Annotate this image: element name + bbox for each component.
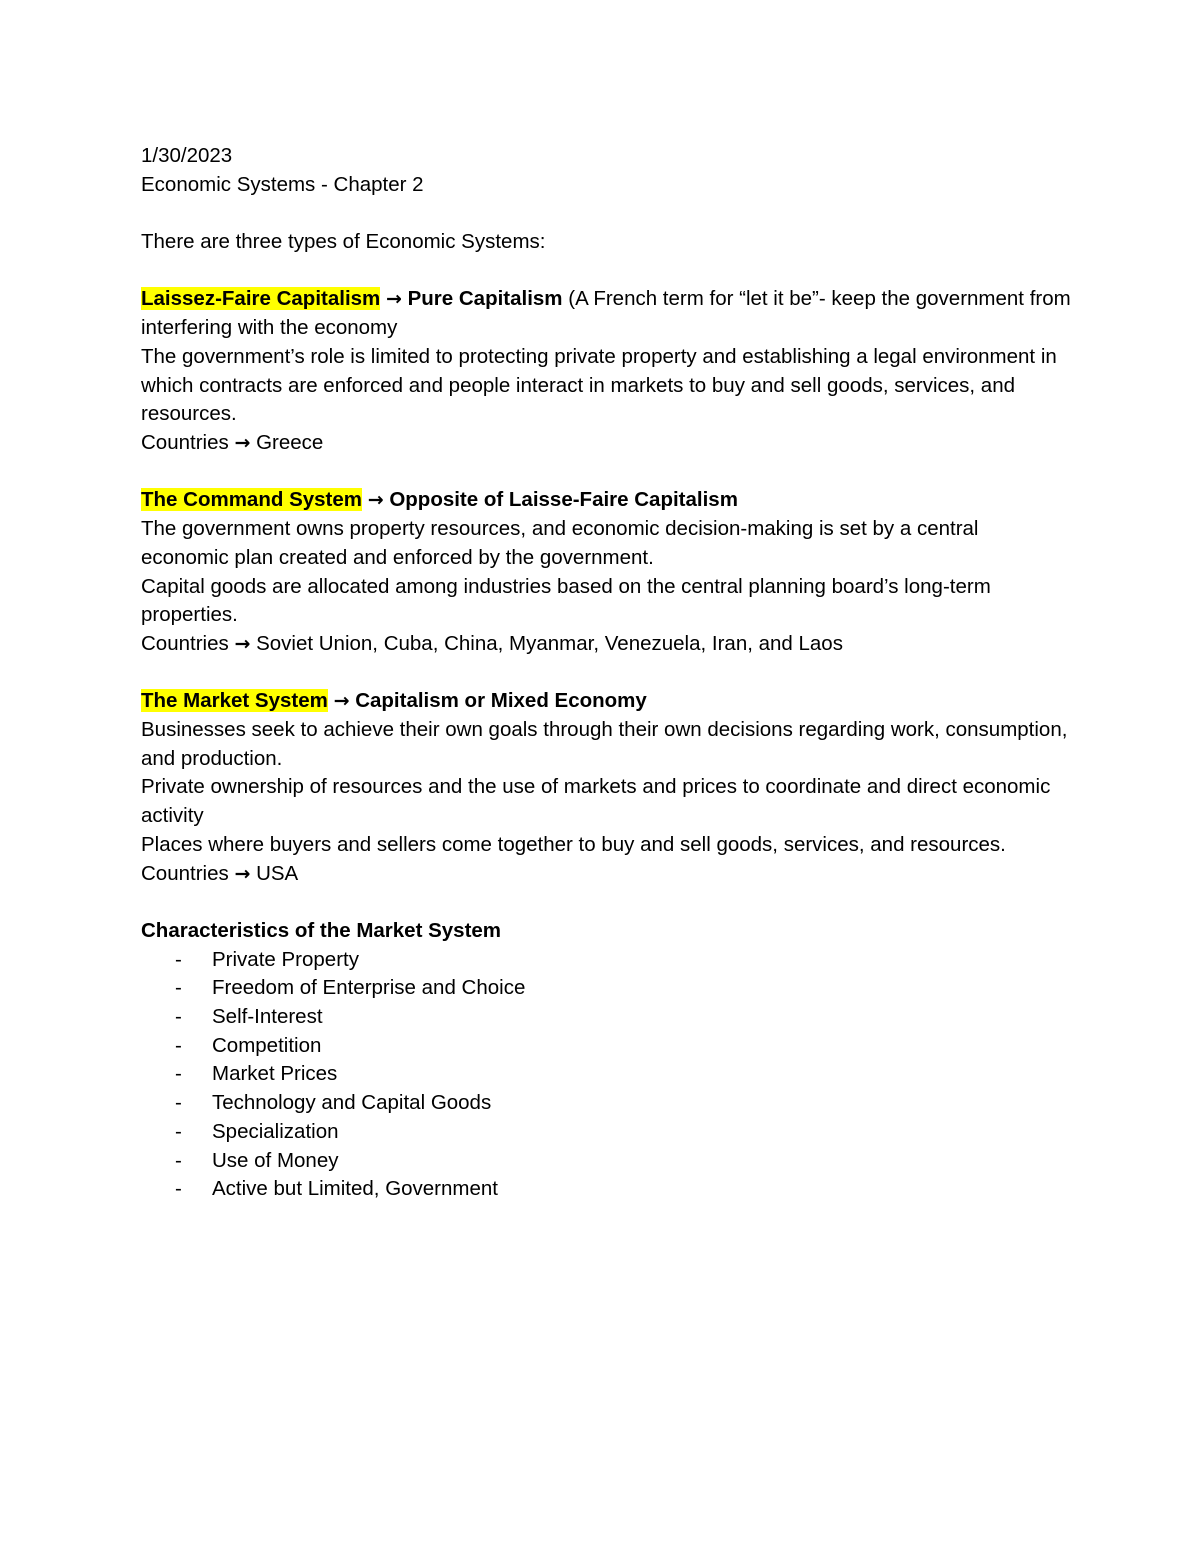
list-item [141, 1089, 1071, 1118]
list-item-label: Competition [212, 1033, 322, 1057]
arrow-icon: → [385, 288, 402, 311]
bullet-dash: - [175, 1033, 182, 1057]
section-laissez-faire [141, 285, 1071, 457]
bullet-dash: - [175, 1062, 182, 1086]
list-item-label: Self-Interest [212, 1005, 323, 1029]
countries-label: Countries [141, 861, 229, 885]
spacer [141, 199, 1071, 228]
countries-label: Countries [141, 431, 229, 454]
list-item-label: Use of Money [212, 1148, 339, 1172]
list-item [141, 974, 1071, 1003]
section-heading-line [141, 687, 1071, 716]
section-heading: The Command System [141, 488, 362, 512]
countries-line [141, 630, 1071, 659]
countries-value: Greece [256, 431, 324, 454]
bullet-dash: - [175, 1119, 182, 1143]
section-paragraph: Private ownership of resources and the use of markets and prices to coordinate and direct economic activity [141, 775, 1051, 828]
date-line: 1/30/2023 [141, 144, 233, 167]
countries-value: Soviet Union, Cuba, China, Myanmar, Venezuela, Iran, and Laos [256, 631, 843, 655]
list-item [141, 1003, 1071, 1032]
bullet-dash: - [175, 947, 182, 971]
spacer [141, 888, 1071, 917]
section-paragraph: Places where buyers and sellers come together to buy and sell goods, services, and resources. [141, 832, 1006, 856]
list-item [141, 1147, 1071, 1176]
section-heading-line [141, 486, 1071, 515]
spacer [141, 659, 1071, 688]
arrow-icon: → [234, 632, 251, 655]
list-item-label: Technology and Capital Goods [212, 1091, 492, 1115]
section-market-system [141, 687, 1071, 888]
list-item [141, 1118, 1071, 1147]
arrow-icon: → [367, 489, 384, 512]
section-heading-line [141, 285, 1071, 342]
arrow-icon: → [333, 690, 350, 713]
arrow-icon: → [234, 432, 251, 454]
bullet-dash: - [175, 976, 182, 1000]
section-paragraph: Businesses seek to achieve their own goals through their own decisions regarding work, consumption, and production. [141, 718, 1068, 770]
list-item [141, 1032, 1071, 1061]
countries-value: USA [256, 861, 299, 885]
section-paragraph: The government’s role is limited to protecting private property and establishing a legal environment in which contracts are enforced and people interact in markets to buy and sell goods, services, and resources. [141, 344, 1057, 426]
section-subheading: Opposite of Laisse-Faire Capitalism [389, 488, 738, 512]
bullet-dash: - [175, 1091, 182, 1115]
countries-line [141, 429, 1071, 458]
bullet-dash: - [175, 1005, 182, 1029]
section-heading: Laissez-Faire Capitalism [141, 287, 381, 311]
section-subheading: Pure Capitalism [407, 287, 563, 311]
list-item-label: Specialization [212, 1119, 339, 1143]
section-paragraph: Capital goods are allocated among industries based on the central planning board’s long-term properties. [141, 574, 991, 627]
characteristics-section [141, 917, 1071, 1204]
list-item [141, 946, 1071, 975]
spacer [141, 257, 1071, 286]
list-item-label: Private Property [212, 947, 359, 971]
spacer [141, 458, 1071, 487]
section-subheading: Capitalism or Mixed Economy [355, 689, 647, 713]
list-item-label: Freedom of Enterprise and Choice [212, 976, 526, 1000]
list-item [141, 1175, 1071, 1204]
bullet-dash: - [175, 1148, 182, 1172]
section-heading-note: (A French term for “let it be”- keep the government from interfering with the economy [141, 287, 1071, 340]
arrow-icon: → [234, 862, 251, 885]
countries-line [141, 860, 1071, 889]
document-title: Economic Systems - Chapter 2 [141, 172, 424, 196]
countries-label: Countries [141, 631, 229, 655]
list-item-label: Market Prices [212, 1062, 338, 1086]
section-heading: The Market System [141, 689, 328, 713]
section-command-system [141, 486, 1071, 658]
document-page [141, 142, 1071, 1204]
list-item-label: Active but Limited, Government [212, 1177, 498, 1201]
list-item [141, 1060, 1071, 1089]
characteristics-heading: Characteristics of the Market System [141, 918, 502, 942]
characteristics-list [141, 946, 1071, 1204]
section-paragraph: The government owns property resources, and economic decision-making is set by a central economic plan created and enforced by the government. [141, 517, 979, 569]
intro-line: There are three types of Economic Systems: [141, 230, 546, 254]
bullet-dash: - [175, 1177, 182, 1201]
